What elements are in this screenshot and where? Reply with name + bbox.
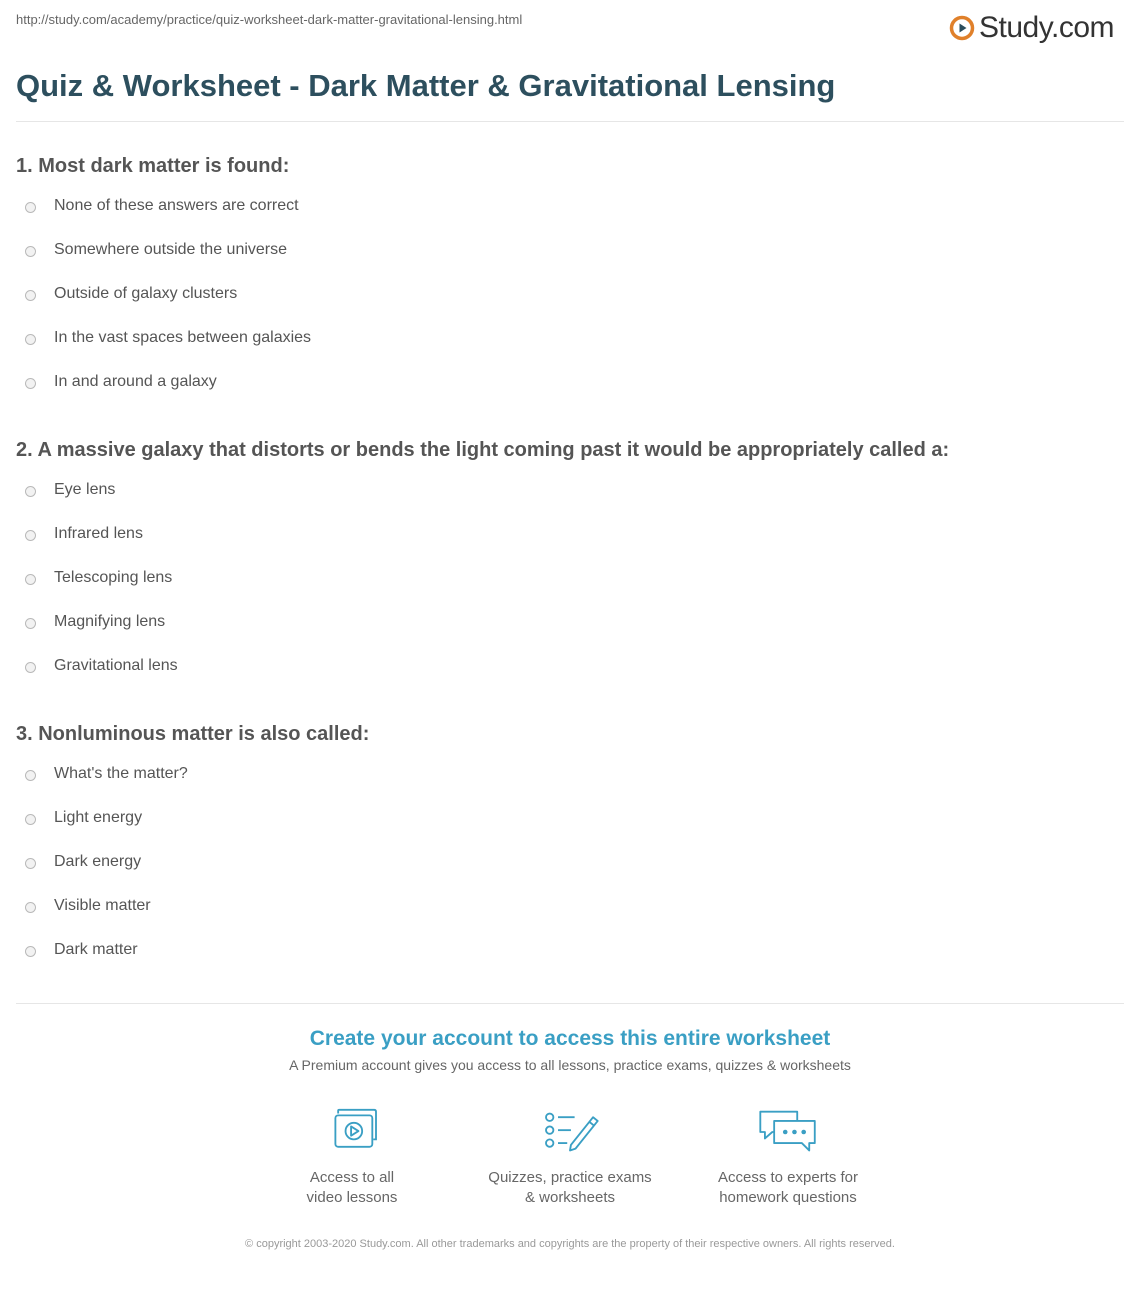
chat-bubbles-icon [753,1108,823,1156]
answer-label: In the vast spaces between galaxies [54,329,312,346]
question-text: 3. Nonluminous matter is also called: [16,723,370,745]
radio-button[interactable] [25,814,36,825]
radio-button[interactable] [25,530,36,541]
answer-label: Dark energy [54,853,142,870]
answer-options [16,481,1124,701]
answer-label: Gravitational lens [54,657,178,674]
answer-option[interactable] [16,613,1124,657]
answer-option[interactable] [16,241,1124,285]
answer-option[interactable] [16,197,1124,241]
answer-option[interactable] [16,765,1124,809]
feature-label [718,1168,858,1208]
radio-button[interactable] [25,202,36,213]
page-url: http://study.com/academy/practice/quiz-worksheet-dark-matter-gravitational-lensing.html [16,12,523,27]
question-text: 2. A massive galaxy that distorts or bends the light coming past it would be appropriately called a: [16,439,950,461]
feature-label [307,1168,398,1208]
page-title: Quiz & Worksheet - Dark Matter & Gravitational Lensing [16,68,836,103]
answer-option[interactable] [16,897,1124,941]
answer-label: In and around a galaxy [54,373,217,390]
radio-button[interactable] [25,770,36,781]
radio-button[interactable] [25,662,36,673]
answer-label: Magnifying lens [54,613,166,630]
radio-button[interactable] [25,618,36,629]
answer-options [16,765,1124,985]
radio-button[interactable] [25,902,36,913]
quiz-checklist-icon [535,1108,605,1156]
answer-option[interactable] [16,329,1124,373]
feature-line: & worksheets [524,1189,616,1206]
answer-label: Light energy [54,809,143,826]
radio-button[interactable] [25,574,36,585]
answer-option[interactable] [16,481,1124,525]
radio-button[interactable] [25,486,36,497]
answer-option[interactable] [16,853,1124,897]
top-bar [16,12,1114,52]
feature-quizzes [461,1108,679,1208]
feature-label [488,1168,651,1208]
feature-line: Access to experts for [717,1169,859,1186]
question-text: 1. Most dark matter is found: [16,155,290,177]
cta-divider [16,1003,1124,1004]
answer-label: Telescoping lens [54,569,173,586]
answer-option[interactable] [16,569,1124,613]
feature-line: Quizzes, practice exams [488,1169,652,1186]
answer-label: None of these answers are correct [54,197,299,214]
feature-line: video lessons [306,1189,398,1206]
feature-video-lessons [243,1108,461,1208]
feature-line: homework questions [719,1189,857,1206]
copyright-notice: © copyright 2003-2020 Study.com. All other trademarks and copyrights are the property of their respective owners. All rights reserved. [245,1238,895,1250]
answer-label: Outside of galaxy clusters [54,285,238,302]
logo-text: Study.com [979,11,1114,44]
answer-option[interactable] [16,285,1124,329]
play-circle-icon [949,15,975,41]
answer-option[interactable] [16,657,1124,701]
question-2 [16,437,1124,701]
answer-label: Eye lens [54,481,116,498]
radio-button[interactable] [25,858,36,869]
radio-button[interactable] [25,946,36,957]
answer-label: Infrared lens [54,525,143,542]
radio-button[interactable] [25,290,36,301]
answer-options [16,197,1124,417]
create-account-link[interactable]: Create your account to access this entire worksheet [309,1027,831,1050]
answer-option[interactable] [16,809,1124,853]
radio-button[interactable] [25,246,36,257]
answer-option[interactable] [16,373,1124,417]
radio-button[interactable] [25,334,36,345]
answer-label: Somewhere outside the universe [54,241,288,258]
answer-label: Dark matter [54,941,138,958]
study-logo[interactable] [949,8,1114,48]
question-1 [16,153,1124,417]
radio-button[interactable] [25,378,36,389]
feature-line: Access to all [309,1169,395,1186]
title-divider [16,121,1124,122]
premium-features [243,1108,897,1208]
feature-experts [679,1108,897,1208]
answer-option[interactable] [16,941,1124,985]
answer-label: What's the matter? [54,765,188,782]
cta-subtitle: A Premium account gives you access to all lessons, practice exams, quizzes & worksheets [289,1057,851,1073]
answer-label: Visible matter [54,897,151,914]
answer-option[interactable] [16,525,1124,569]
video-lessons-icon [317,1108,387,1156]
question-3 [16,721,1124,985]
